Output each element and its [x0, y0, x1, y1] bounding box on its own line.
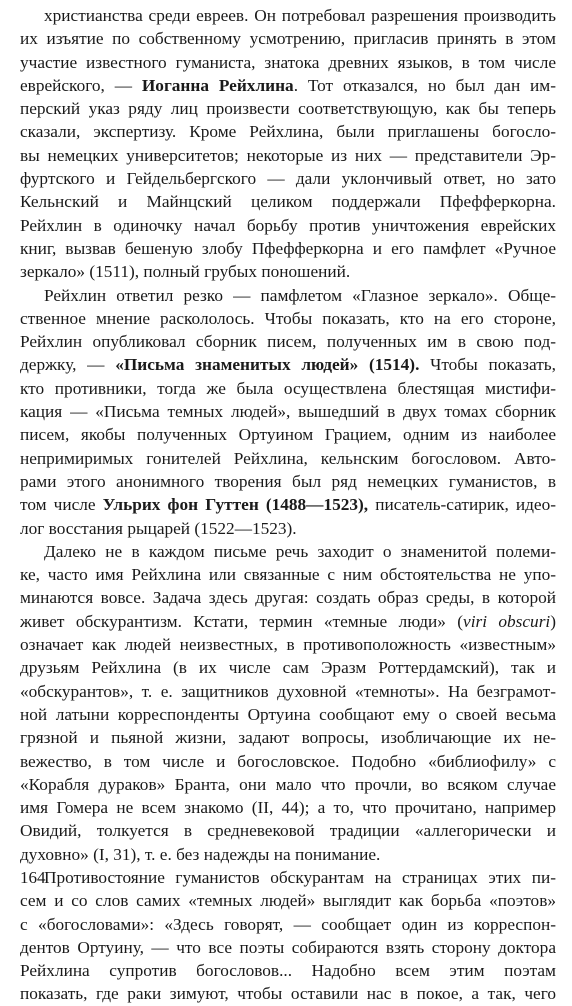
text-segment: ке, часто имя Рейхлина или связанные с ним обстоятельства не упо-	[20, 565, 556, 585]
paragraph	[20, 284, 556, 540]
text-line	[20, 214, 556, 237]
page-text	[20, 4, 556, 1006]
text-segment: писем, якобы полученных Ортуином Грацием, одним из наиболее	[20, 425, 556, 445]
text-segment: Рейхлин в одиночку начал борьбу против уничтожения еврейских	[20, 215, 556, 235]
text-segment: сем и со слов самих «темных людей» выглядит как борьба «поэтов»	[20, 891, 556, 911]
text-segment: том числе	[20, 495, 103, 515]
text-segment: участие известного гуманиста, знатока древних языков, в том числе	[20, 52, 556, 72]
text-line	[20, 563, 556, 586]
paragraph	[20, 4, 556, 284]
text-line	[20, 843, 556, 866]
text-segment: Кельнский и Майнцский целиком поддержали Пфефферкорна.	[20, 192, 556, 212]
text-line	[20, 307, 556, 330]
text-segment: писатель-сатирик, идео-	[368, 495, 556, 515]
text-segment: )	[550, 611, 556, 631]
bold-name: Иоганна Рейхлина	[141, 75, 294, 95]
text-line	[20, 74, 556, 97]
text-line	[20, 120, 556, 143]
text-segment: духовно» (I, 31), т. е. без надежды на понимание.	[20, 844, 381, 864]
text-segment: непримиримых гонителей Рейхлина, кельнским богословом. Авто-	[20, 448, 556, 468]
text-segment: лог восстания рыцарей (1522—1523).	[20, 518, 297, 538]
page-number: 164	[20, 868, 46, 887]
text-segment: ной латыни корреспонденты Ортуина сообщают ему о своей весьма	[20, 704, 556, 724]
text-line	[20, 493, 556, 516]
text-line	[20, 400, 556, 423]
text-segment: фуртского и Гейдельбергского — дали уклончивый ответ, но зато	[20, 169, 556, 189]
text-segment: держку, —	[20, 355, 116, 375]
text-segment: показать, где раки зимуют, чтобы оставили нас в покое, а так, чего	[20, 984, 556, 1004]
text-segment: еврейского, —	[20, 75, 142, 95]
text-line	[20, 330, 556, 353]
text-line	[20, 913, 556, 936]
text-line	[20, 237, 556, 260]
text-segment: . Тот отказался, но был дан им-	[293, 75, 556, 95]
text-line	[20, 447, 556, 470]
text-segment: их изъятие по собственному усмотрению, пригласив принять в этом	[20, 29, 556, 49]
text-segment: Далеко не в каждом письме речь заходит о знаменитой полеми-	[44, 541, 556, 561]
text-segment: Овидий, толкуется в средневековой традиции «аллегорически и	[20, 821, 556, 841]
text-line	[20, 353, 556, 376]
text-line	[20, 750, 556, 773]
text-segment: кто противники, тогда же была осуществлена блестящая мистифи-	[20, 378, 556, 398]
text-line	[20, 703, 556, 726]
text-line	[20, 656, 556, 679]
text-line	[20, 726, 556, 749]
text-line	[20, 796, 556, 819]
text-segment: Рейхлин ответил резко — памфлетом «Глазное зеркало». Обще-	[44, 285, 556, 305]
text-segment: означает как людей неизвестных, в противоположность «известным»	[20, 635, 556, 655]
text-segment: друзьям Рейхлина (в их числе сам Эразм Роттердамский), так и	[20, 658, 556, 678]
text-line	[20, 680, 556, 703]
text-segment: книг, вызвав бешеную злобу Пфефферкорна и его памфлет «Ручное	[20, 238, 556, 258]
text-line	[20, 540, 556, 563]
text-segment: имя Гомера не всем знакомо (II, 44); а то, что прочитано, например	[20, 798, 556, 818]
text-line	[20, 144, 556, 167]
text-line	[20, 982, 556, 1005]
text-segment: христианства среди евреев. Он потребовал разрешения производить	[44, 6, 556, 25]
text-segment: минаются вовсе. Задача здесь другая: создать образ среды, в которой	[20, 588, 556, 608]
text-line	[20, 284, 556, 307]
text-segment: с «богословами»: «Здесь говорят, — сообщает один из корреспон-	[20, 914, 556, 934]
text-segment: Противостояние гуманистов обскурантам на страницах этих пи-	[44, 867, 556, 887]
text-line	[20, 517, 556, 540]
text-segment: сказали, экспертизу. Кроме Рейхлина, были приглашены богосло-	[20, 122, 556, 142]
paragraph	[20, 866, 556, 1006]
text-segment: Чтобы показать,	[419, 355, 556, 375]
bold-name: Ульрих фон Гуттен (1488—1523),	[102, 495, 369, 515]
text-segment: перский указ ряду лиц произвести соответствующую, как бы теперь	[20, 99, 556, 119]
text-line	[20, 423, 556, 446]
text-line	[20, 260, 556, 283]
text-segment: Рейхлин опубликовал сборник писем, полученных им в свою под-	[20, 332, 556, 352]
text-line	[20, 959, 556, 982]
text-segment: живет обскурантизм. Кстати, термин «темные люди» (	[20, 611, 464, 631]
text-segment: вежество, в том числе и богословское. Подобно «библиофилу» с	[20, 751, 556, 771]
text-line	[20, 819, 556, 842]
text-segment: вы немецких университетов; некоторые из них — представители Эр-	[20, 145, 556, 165]
paragraph	[20, 540, 556, 866]
text-segment: дентов Ортуину, — что все поэты собираются взять сторону доктора	[20, 937, 556, 957]
text-line	[20, 866, 556, 889]
text-segment: «обскурантов», т. е. защитников духовной «темноты». На безграмот-	[20, 681, 556, 701]
text-segment: рами этого анонимного творения был ряд немецких гуманистов, в	[20, 471, 556, 491]
text-line	[20, 470, 556, 493]
text-line	[20, 586, 556, 609]
text-line	[20, 167, 556, 190]
text-line	[20, 4, 556, 27]
text-segment: ственное мнение раскололось. Чтобы показать, кто на его стороне,	[20, 308, 556, 328]
text-line	[20, 610, 556, 633]
text-line	[20, 936, 556, 959]
text-line	[20, 190, 556, 213]
text-line	[20, 51, 556, 74]
text-line	[20, 633, 556, 656]
text-line	[20, 97, 556, 120]
text-segment: грязной и пьяной жизни, задают вопросы, изобличающие их не-	[20, 728, 556, 748]
text-segment: зеркало» (1511), полный грубых поношений.	[20, 262, 351, 282]
bold-name: «Письма знаменитых людей» (1514).	[115, 355, 420, 375]
text-segment: Рейхлина супротив богословов... Надобно всем этим поэтам	[20, 961, 556, 981]
text-line	[20, 377, 556, 400]
text-line	[20, 773, 556, 796]
text-segment: «Корабля дураков» Бранта, они мало что прочли, во всяком случае	[20, 774, 556, 794]
text-segment: кация — «Письма темных людей», вышедший в двух томах сборник	[20, 402, 556, 422]
italic-term: viri obscuri	[463, 611, 551, 631]
text-line	[20, 27, 556, 50]
